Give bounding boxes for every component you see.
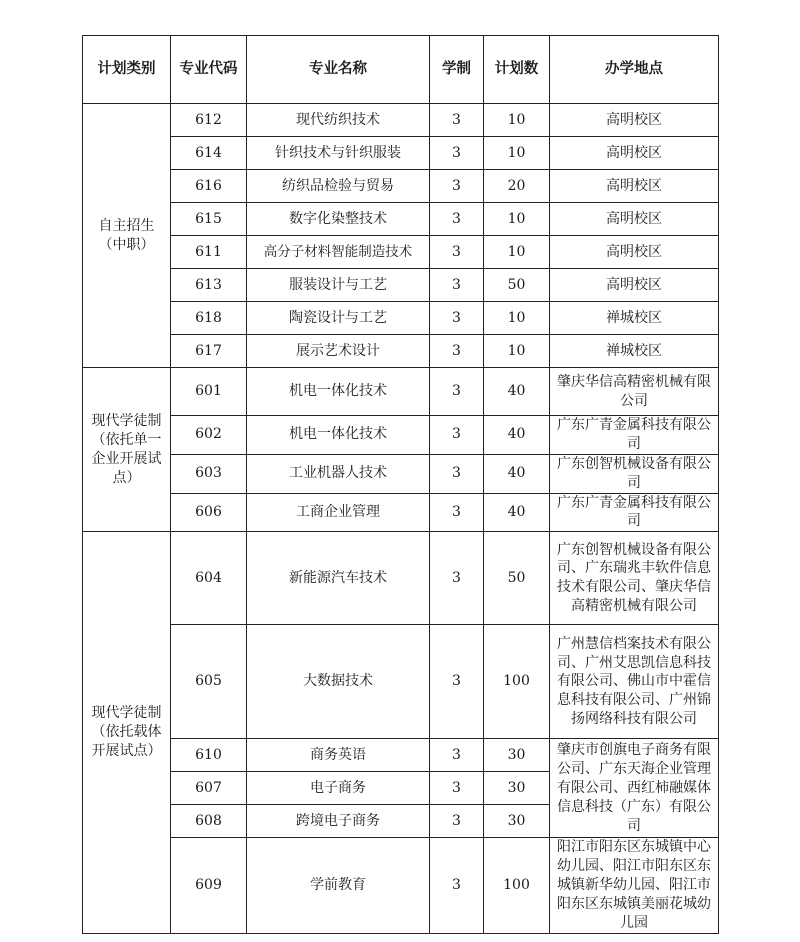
code-cell: 603 (171, 454, 247, 493)
major-name-cell: 大数据技术 (247, 625, 430, 739)
location-cell: 高明校区 (550, 104, 719, 137)
code-cell: 607 (171, 772, 247, 805)
table-row (83, 625, 719, 739)
enrollment-plan-table (82, 35, 719, 934)
location-cell: 肇庆华信高精密机械有限公司 (550, 368, 719, 416)
location-cell: 广州慧信档案技术有限公司、广州艾思凯信息科技有限公司、佛山市中霍信息科技有限公司、广州锦扬网络科技有限公司 (550, 625, 719, 739)
location-cell: 高明校区 (550, 236, 719, 269)
count-cell: 30 (484, 805, 550, 838)
duration-cell: 3 (430, 236, 484, 269)
major-name-cell: 陶瓷设计与工艺 (247, 302, 430, 335)
shared-location-cell: 肇庆市创旗电子商务有限公司、广东天海企业管理有限公司、西红柿融媒体信息科技（广东）有限公司 (550, 739, 719, 838)
table-row (83, 170, 719, 203)
code-cell: 612 (171, 104, 247, 137)
code-cell: 616 (171, 170, 247, 203)
duration-cell: 3 (430, 493, 484, 532)
header-duration: 学制 (430, 36, 484, 104)
duration-cell: 3 (430, 368, 484, 416)
count-cell: 10 (484, 137, 550, 170)
count-cell: 50 (484, 532, 550, 625)
header-row (83, 36, 719, 104)
duration-cell: 3 (430, 454, 484, 493)
table-row (83, 335, 719, 368)
location-cell: 高明校区 (550, 137, 719, 170)
code-cell: 605 (171, 625, 247, 739)
major-name-cell: 机电一体化技术 (247, 416, 430, 455)
code-cell: 606 (171, 493, 247, 532)
category-cell: 自主招生（中职） (83, 104, 171, 368)
table-row (83, 137, 719, 170)
table-row (83, 532, 719, 625)
major-name-cell: 高分子材料智能制造技术 (247, 236, 430, 269)
category-cell: 现代学徒制（依托单一企业开展试点） (83, 368, 171, 532)
table-row (83, 454, 719, 493)
location-cell: 高明校区 (550, 203, 719, 236)
duration-cell: 3 (430, 838, 484, 933)
header-plan-count: 计划数 (484, 36, 550, 104)
location-cell: 广东广青金属科技有限公司 (550, 416, 719, 455)
count-cell: 40 (484, 454, 550, 493)
count-cell: 30 (484, 739, 550, 772)
count-cell: 10 (484, 104, 550, 137)
major-name-cell: 工业机器人技术 (247, 454, 430, 493)
major-name-cell: 学前教育 (247, 838, 430, 933)
code-cell: 617 (171, 335, 247, 368)
location-cell: 禅城校区 (550, 302, 719, 335)
location-cell: 阳江市阳东区东城镇中心幼儿园、阳江市阳东区东城镇新华幼儿园、阳江市阳东区东城镇美丽花城幼儿园 (550, 838, 719, 933)
table-row (83, 269, 719, 302)
location-cell: 禅城校区 (550, 335, 719, 368)
table-row (83, 302, 719, 335)
count-cell: 10 (484, 335, 550, 368)
duration-cell: 3 (430, 170, 484, 203)
duration-cell: 3 (430, 739, 484, 772)
table-row (83, 203, 719, 236)
duration-cell: 3 (430, 137, 484, 170)
code-cell: 614 (171, 137, 247, 170)
major-name-cell: 机电一体化技术 (247, 368, 430, 416)
header-major-name: 专业名称 (247, 36, 430, 104)
major-name-cell: 数字化染整技术 (247, 203, 430, 236)
code-cell: 610 (171, 739, 247, 772)
table-row (83, 368, 719, 416)
count-cell: 10 (484, 236, 550, 269)
location-cell: 高明校区 (550, 170, 719, 203)
major-name-cell: 新能源汽车技术 (247, 532, 430, 625)
count-cell: 20 (484, 170, 550, 203)
location-cell: 广东广青金属科技有限公司 (550, 493, 719, 532)
code-cell: 615 (171, 203, 247, 236)
table-row (83, 236, 719, 269)
code-cell: 611 (171, 236, 247, 269)
code-cell: 609 (171, 838, 247, 933)
major-name-cell: 针织技术与针织服装 (247, 137, 430, 170)
header-location: 办学地点 (550, 36, 719, 104)
major-name-cell: 电子商务 (247, 772, 430, 805)
duration-cell: 3 (430, 625, 484, 739)
duration-cell: 3 (430, 805, 484, 838)
count-cell: 10 (484, 302, 550, 335)
count-cell: 40 (484, 493, 550, 532)
major-name-cell: 跨境电子商务 (247, 805, 430, 838)
count-cell: 40 (484, 416, 550, 455)
count-cell: 30 (484, 772, 550, 805)
duration-cell: 3 (430, 335, 484, 368)
duration-cell: 3 (430, 416, 484, 455)
table-row (83, 416, 719, 455)
code-cell: 604 (171, 532, 247, 625)
major-name-cell: 展示艺术设计 (247, 335, 430, 368)
duration-cell: 3 (430, 104, 484, 137)
location-cell: 广东创智机械设备有限公司 (550, 454, 719, 493)
code-cell: 602 (171, 416, 247, 455)
major-name-cell: 工商企业管理 (247, 493, 430, 532)
table-row (83, 493, 719, 532)
duration-cell: 3 (430, 532, 484, 625)
code-cell: 601 (171, 368, 247, 416)
table-row (83, 838, 719, 933)
count-cell: 10 (484, 203, 550, 236)
header-code: 专业代码 (171, 36, 247, 104)
count-cell: 40 (484, 368, 550, 416)
code-cell: 618 (171, 302, 247, 335)
table-row (83, 739, 719, 772)
major-name-cell: 商务英语 (247, 739, 430, 772)
count-cell: 50 (484, 269, 550, 302)
header-category: 计划类别 (83, 36, 171, 104)
major-name-cell: 服装设计与工艺 (247, 269, 430, 302)
table-row (83, 104, 719, 137)
location-cell: 广东创智机械设备有限公司、广东瑞兆丰软件信息技术有限公司、肇庆华信高精密机械有限公司 (550, 532, 719, 625)
code-cell: 613 (171, 269, 247, 302)
major-name-cell: 现代纺织技术 (247, 104, 430, 137)
location-cell: 高明校区 (550, 269, 719, 302)
duration-cell: 3 (430, 772, 484, 805)
duration-cell: 3 (430, 302, 484, 335)
category-cell: 现代学徒制（依托载体开展试点） (83, 532, 171, 933)
count-cell: 100 (484, 625, 550, 739)
code-cell: 608 (171, 805, 247, 838)
duration-cell: 3 (430, 269, 484, 302)
major-name-cell: 纺织品检验与贸易 (247, 170, 430, 203)
count-cell: 100 (484, 838, 550, 933)
duration-cell: 3 (430, 203, 484, 236)
